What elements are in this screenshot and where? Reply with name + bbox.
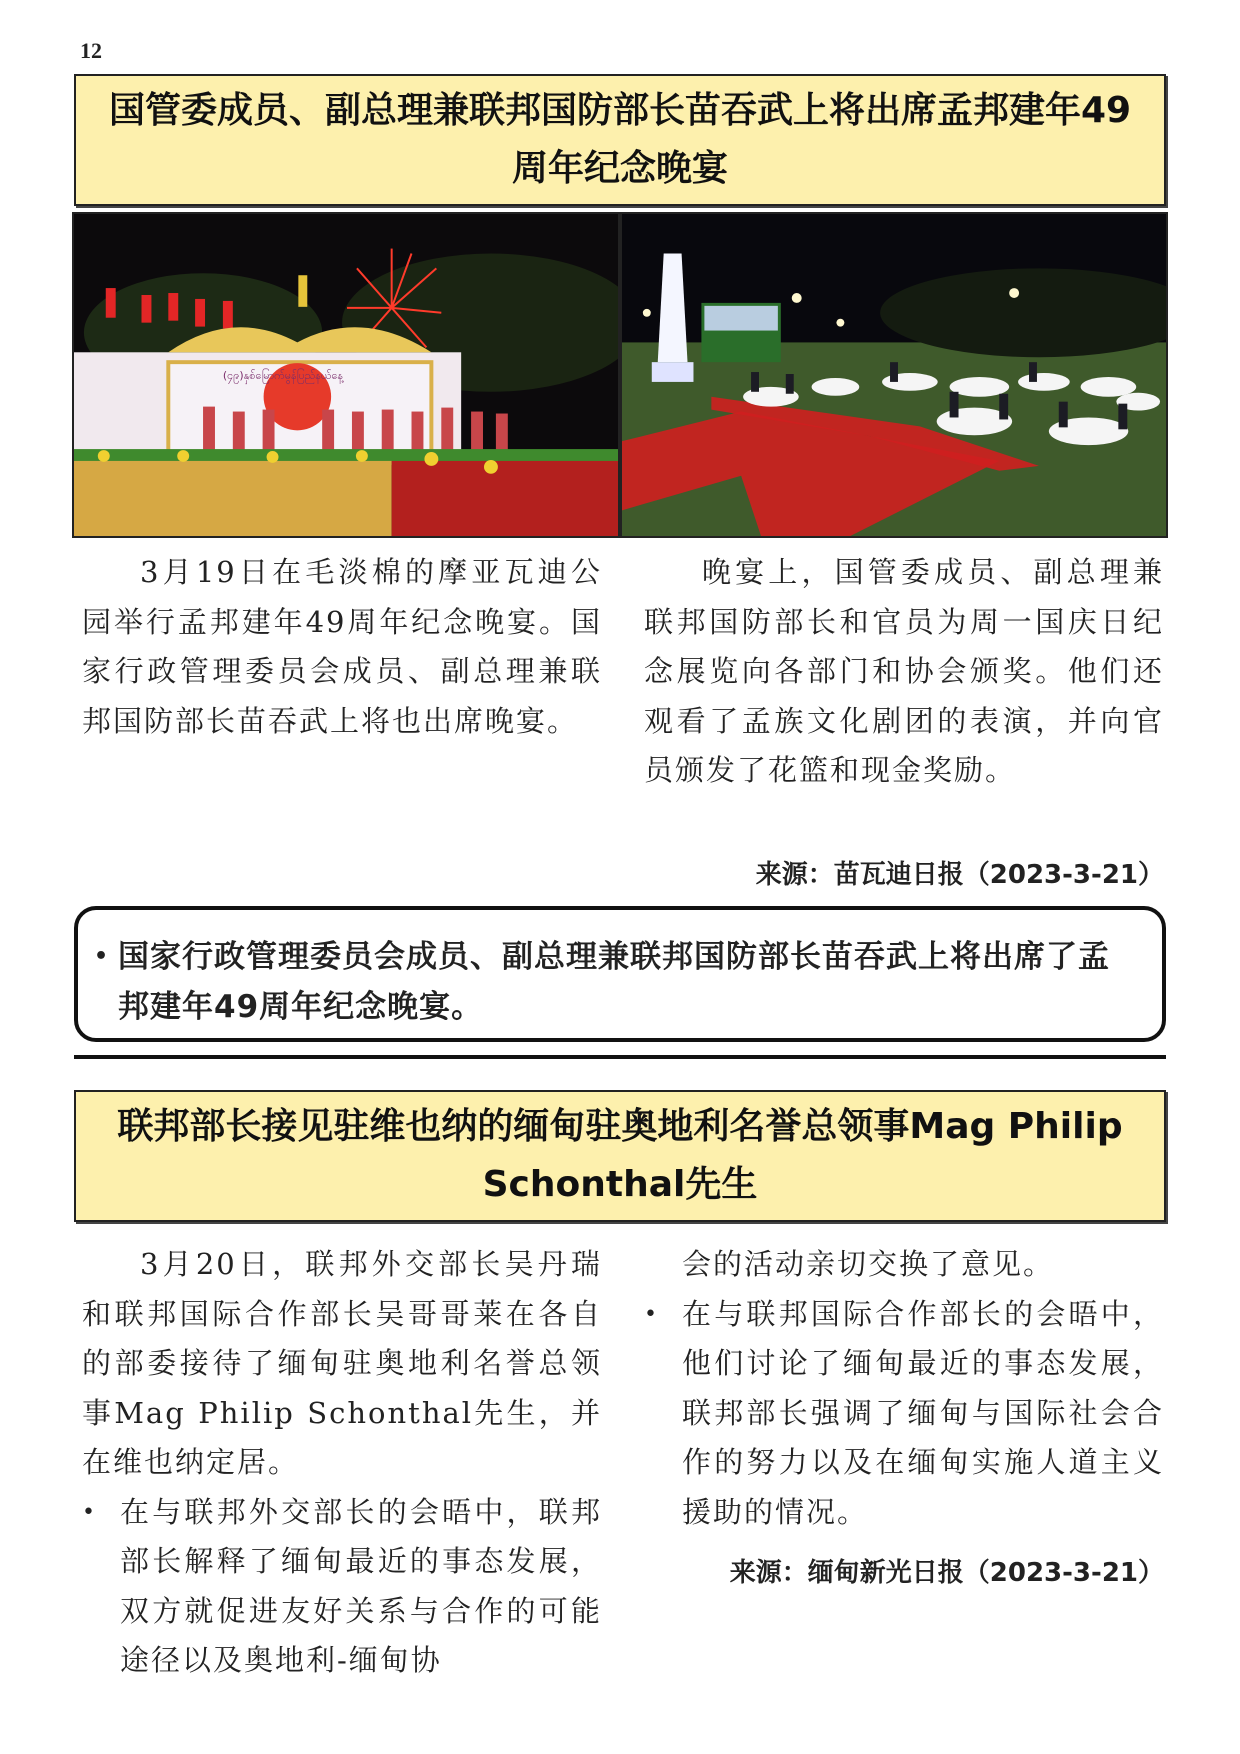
article2-bullet-1: [82, 1488, 602, 1686]
bullet-icon: •: [644, 1301, 659, 1327]
article1-summary-text: 国家行政管理委员会成员、副总理兼联邦国防部长苗吞武上将出席了孟邦建年49周年纪念晚宴。: [118, 939, 1110, 1025]
article2-bullet-2-text: 在与联邦国际合作部长的会晤中，他们讨论了缅甸最近的事态发展，联邦部长强调了缅甸与国际社会合作的努力以及在缅甸实施人道主义援助的情况。: [682, 1296, 1164, 1529]
article2-right-column: [644, 1240, 1164, 1537]
article1-summary-box: [74, 906, 1166, 1042]
article2-title: 联邦部长接见驻维也纳的缅甸驻奥地利名誉总领事Mag Philip Schonthal先生: [74, 1090, 1166, 1222]
article1-paragraph-left: 3月19日在毛淡棉的摩亚瓦迪公园举行孟邦建年49周年纪念晚宴。国家行政管理委员会成员、副总理兼联邦国防部长苗吞武上将也出席晚宴。: [82, 555, 602, 738]
article2-left-column: [82, 1240, 602, 1686]
banquet-lawn-image: [622, 214, 1166, 536]
article2-bullet-2: [644, 1290, 1164, 1538]
section-divider: [74, 1055, 1166, 1059]
article1-right-column: [644, 548, 1164, 796]
article2-intro: 3月20日，联邦外交部长吴丹瑞和联邦国际合作部长吴哥哥莱在各自的部委接待了缅甸驻奥地利名誉总领事Mag Philip Schonthal先生，并在维也纳定居。: [82, 1247, 602, 1479]
article1-paragraph-right: 晚宴上，国管委成员、副总理兼联邦国防部长和官员为周一国庆日纪念展览向各部门和协会颁奖。他们还观看了孟族文化剧团的表演，并向官员颁发了花篮和现金奖励。: [644, 555, 1164, 787]
photo-banquet-lawn: [620, 212, 1168, 538]
article2-bullet-1-text: 在与联邦外交部长的会晤中，联邦部长解释了缅甸最近的事态发展，双方就促进友好关系与合作的可能途径以及奥地利-缅甸协: [120, 1494, 602, 1677]
article2-source: 来源：缅甸新光日报（2023-3-21）: [729, 1558, 1164, 1588]
article1-source: 来源：苗瓦迪日报（2023-3-21）: [755, 860, 1164, 890]
article1-title: 国管委成员、副总理兼联邦国防部长苗吞武上将出席孟邦建年49周年纪念晚宴: [74, 74, 1166, 206]
page-number: 12: [80, 38, 102, 63]
photo-stage-fireworks: [72, 212, 620, 538]
bullet-icon: •: [94, 944, 110, 969]
stage-fireworks-image: [74, 214, 618, 536]
stage-banner-text: (၄၉)နှစ်မြောက်မွန်ပြည်နယ်နေ့: [222, 368, 344, 382]
article1-left-column: [82, 548, 602, 746]
article2-bullet-1-continued: 会的活动亲切交换了意见。: [682, 1247, 1055, 1281]
bullet-icon: •: [82, 1499, 97, 1525]
